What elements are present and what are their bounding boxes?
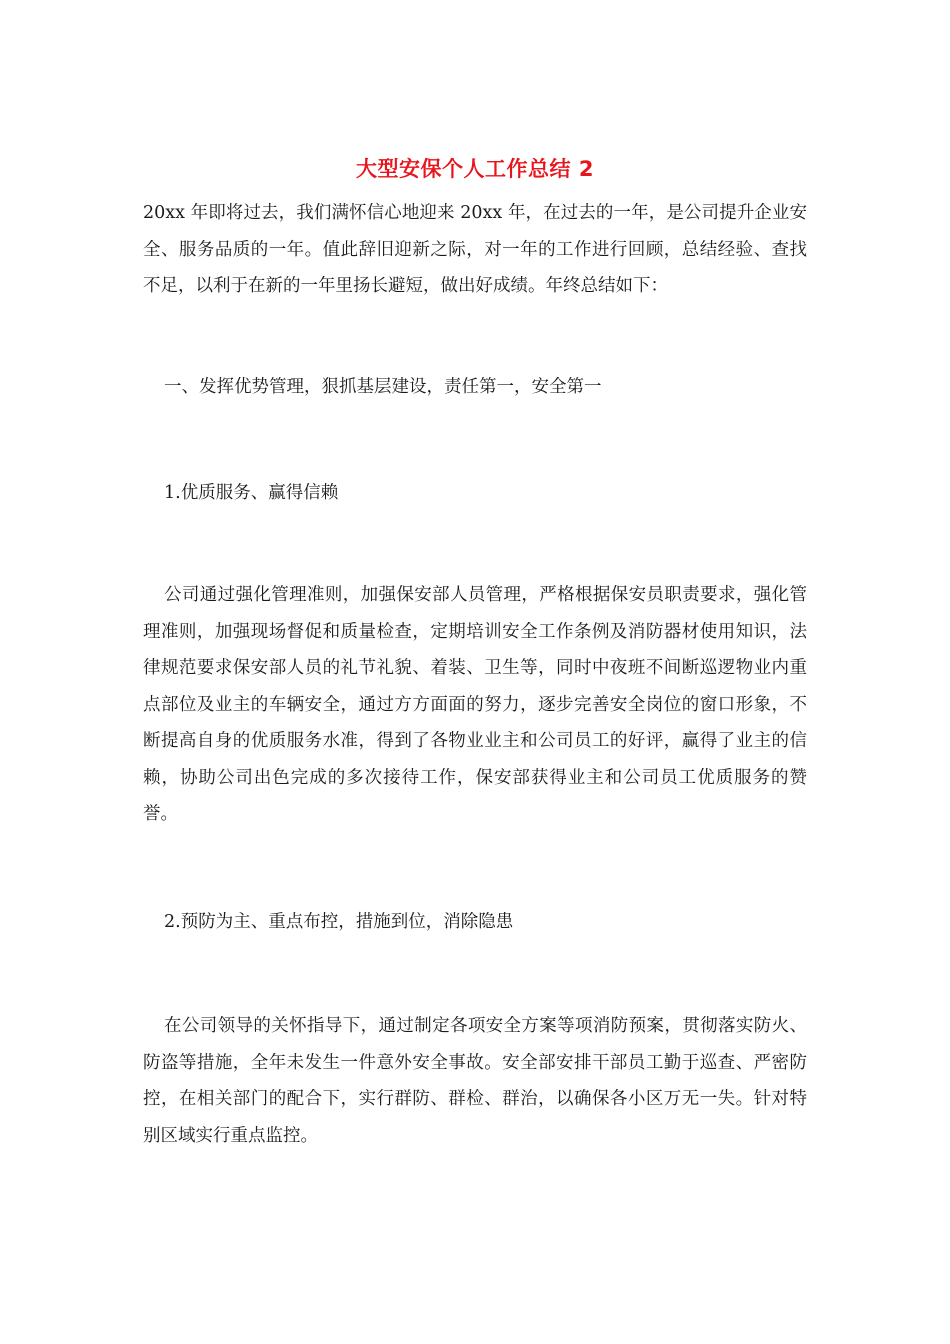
subsection-body-2: 在公司领导的关怀指导下，通过制定各项安全方案等项消防预案，贯彻落实防火、防盗等措施，全年未发生一件意外安全事故。安全部安排干部员工勤于巡查、严密防控，在相关部门的配合下，实行群防、群检、群治，以确保各小区万无一失。针对特别区域实行重点监控。 [143,1016,807,1146]
subsection-body-1: 公司通过强化管理准则，加强保安部人员管理，严格根据保安员职责要求，强化管理准则，加强现场督促和质量检查，定期培训安全工作条例及消防器材使用知识，法律规范要求保安部人员的礼节礼貌、着装、卫生等，同时中夜班不间断巡逻物业内重点部位及业主的车辆安全，通过方方面面的努力，逐步完善安全岗位的窗口形象，不断提高自身的优质服务水准，得到了各物业业主和公司员工的好评，赢得了业主的信赖，协助公司出色完成的多次接待工作，保安部获得业主和公司员工优质服务的赞誉。 [143,585,807,824]
subsection-heading-2: 2.预防为主、重点布控，措施到位，消除隐患 [164,912,514,932]
intro-paragraph: 20xx 年即将过去，我们满怀信心地迎来 20xx 年，在过去的一年，是公司提升企业安全、服务品质的一年。值此辞旧迎新之际，对一年的工作进行回顾，总结经验、查找不足，以利于在新的一年里扬长避短，做出好成绩。年终总结如下： [143,203,807,296]
section-heading-1: 一、发挥优势管理，狠抓基层建设，责任第一，安全第一 [164,377,602,397]
subsection-heading-1: 1.优质服务、赢得信赖 [164,483,339,503]
document-title: 大型安保个人工作总结 2 [356,157,594,181]
